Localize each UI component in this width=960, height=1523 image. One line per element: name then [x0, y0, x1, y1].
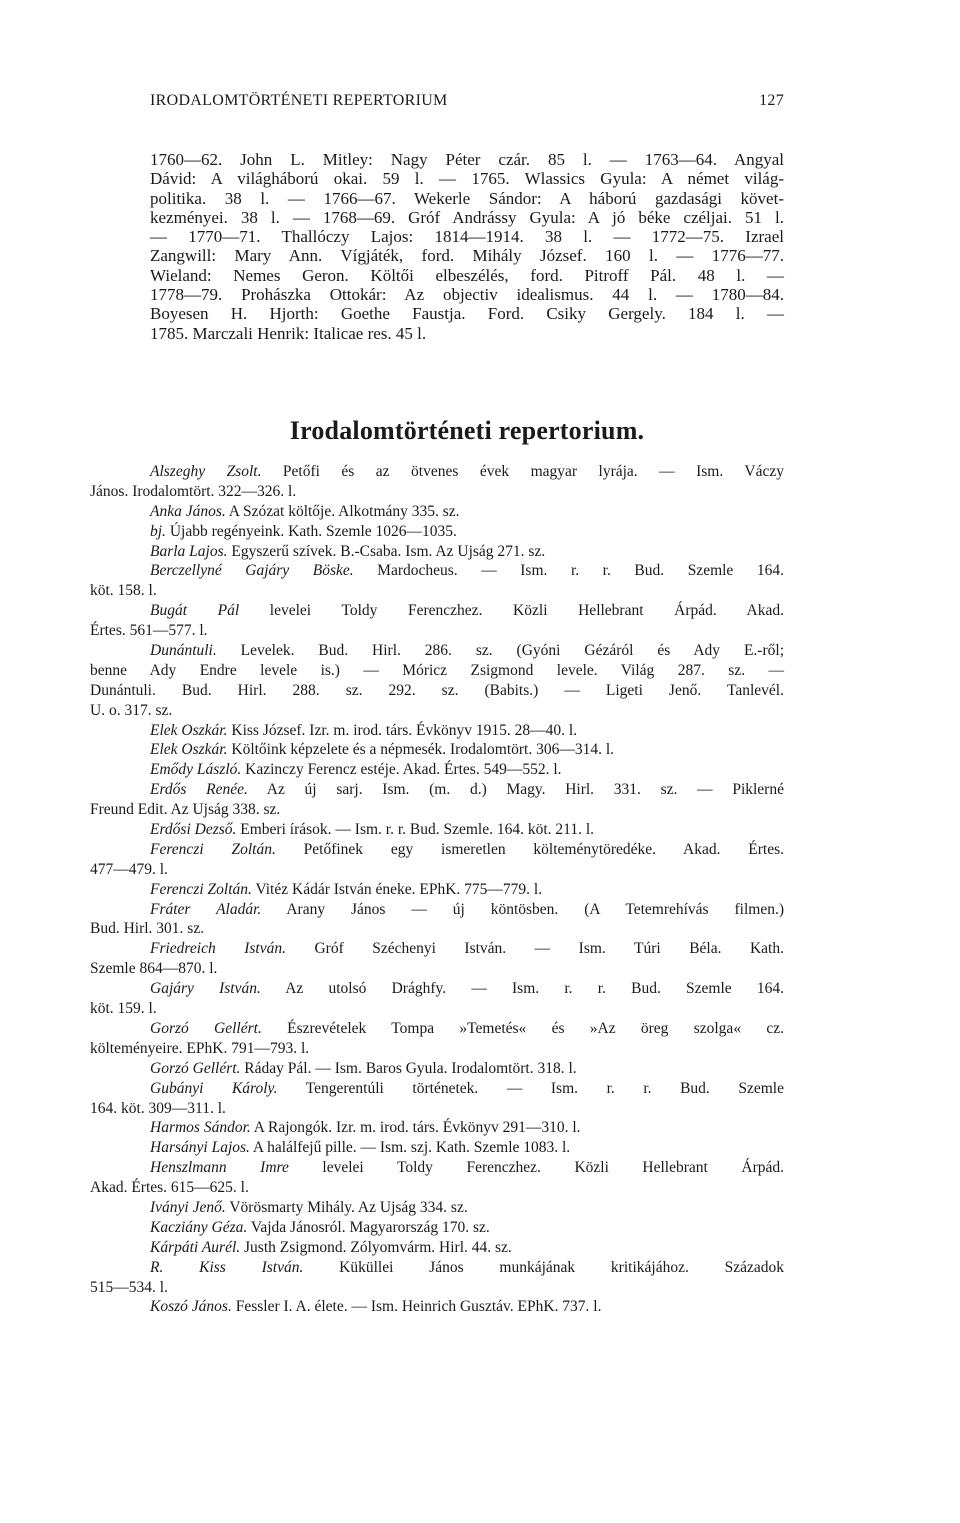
entry-text: Küküllei János munkájának kritikájához. Századok [303, 1258, 784, 1276]
entry-first-line [90, 1218, 784, 1238]
entry-text: Fessler I. A. élete. — Ism. Heinrich Gusztáv. EPhK. 737. l. [231, 1298, 602, 1316]
entry-text: Arany János — új köntösben. (A Tetemrehívás filmen.) [261, 900, 784, 918]
entry-text: Levelek. Bud. Hirl. 286. sz. (Gyóni Gézáról és Ady E.-ről; [216, 642, 784, 660]
entry-text: János. Irodalomtört. 322—326. l. [90, 482, 297, 500]
entry-text: Kazinczy Ferencz estéje. Akad. Értes. 549—552. l. [241, 761, 562, 779]
entry-continuation-line [90, 860, 784, 880]
entry-continuation-line [90, 621, 784, 641]
running-head-title: IRODALOMTÖRTÉNETI REPERTORIUM [150, 92, 448, 109]
entry-text: Mardocheus. — Ism. r. r. Bud. Szemle 164. [353, 562, 784, 580]
entry-text: Észrevételek Tompa »Temetés« és »Az öreg szolga« cz. [261, 1019, 784, 1037]
entry-first-line [90, 979, 784, 999]
entry-text: Szemle 864—870. l. [90, 960, 218, 978]
entry-first-line [90, 1138, 784, 1158]
entry-text: levelei Toldy Ferenczhez. Közli Hellebrant Árpád. [288, 1159, 784, 1177]
entry-author: Ferenczi Zoltán. [150, 840, 276, 858]
bibliography-entry [90, 462, 784, 502]
bibliography-entry [90, 502, 784, 522]
entry-first-line [90, 502, 784, 522]
bibliography-entry [90, 1158, 784, 1198]
entry-text: Ráday Pál. — Ism. Baros Gyula. Irodalomtört. 318. l. [240, 1059, 577, 1077]
entry-continuation-line [90, 1278, 784, 1298]
entry-author: Gorzó Gellért. [150, 1059, 241, 1077]
entry-first-line [90, 1059, 784, 1079]
bibliography-entry [90, 979, 784, 1019]
paragraph-line: 1778—79. Prohászka Ottokár: Az objectiv idealismus. 44 l. — 1780—84. [150, 285, 784, 305]
entry-first-line [90, 820, 784, 840]
bibliography-list [90, 462, 784, 1317]
entry-text: Vajda Jánosról. Magyarország 170. sz. [247, 1218, 490, 1236]
entry-text: Az új sarj. Ism. (m. d.) Magy. Hirl. 331. sz. — Piklerné [247, 781, 784, 799]
entry-author: Elek Oszkár. [150, 721, 228, 739]
entry-author: bj. [150, 522, 166, 540]
entry-first-line [90, 601, 784, 621]
entry-first-line [90, 641, 784, 661]
bibliography-entry [90, 740, 784, 760]
entry-author: Friedreich István. [150, 940, 286, 958]
bibliography-entry [90, 760, 784, 780]
bibliography-entry [90, 1138, 784, 1158]
entry-first-line [90, 1198, 784, 1218]
bibliography-entry [90, 721, 784, 741]
bibliography-entry [90, 1118, 784, 1138]
entry-text: Költőink képzelete és a népmesék. Irodalomtört. 306—314. l. [227, 741, 615, 759]
paragraph-line: Wieland: Nemes Geron. Költői elbeszélés, ford. Pitroff Pál. 48 l. — [150, 265, 784, 285]
bibliography-entry [90, 900, 784, 940]
continued-paragraph [150, 150, 784, 343]
entry-continuation-line [90, 581, 784, 601]
entry-author: Berczellyné Gajáry Böske. [150, 562, 354, 580]
bibliography-entry [90, 1019, 784, 1059]
entry-text: Justh Zsigmond. Zólyomvárm. Hirl. 44. sz. [240, 1238, 512, 1256]
entry-author: Elek Oszkár. [150, 741, 228, 759]
bibliography-entry [90, 840, 784, 880]
entry-first-line [90, 561, 784, 581]
entry-text: Vörösmarty Mihály. Az Ujság 334. sz. [225, 1198, 468, 1216]
entry-first-line [90, 880, 784, 900]
entry-author: Emődy László. [150, 761, 242, 779]
entry-first-line [90, 522, 784, 542]
entry-text: 164. köt. 309—311. l. [90, 1099, 226, 1117]
entry-first-line [90, 740, 784, 760]
entry-text: benne Ady Endre levele is.) — Móricz Zsigmond levele. Világ 287. sz. — [90, 661, 784, 679]
entry-first-line [90, 1019, 784, 1039]
entry-author: Barla Lajos. [150, 542, 228, 560]
bibliography-entry [90, 1238, 784, 1258]
bibliography-entry [90, 1059, 784, 1079]
entry-text: A halálfejű pille. — Ism. szj. Kath. Szemle 1083. l. [249, 1139, 571, 1157]
entry-first-line [90, 1258, 784, 1278]
entry-text: Emberi írások. — Ism. r. r. Bud. Szemle. 164. köt. 211. l. [236, 821, 595, 839]
entry-continuation-line [90, 999, 784, 1019]
entry-author: Kacziány Géza. [150, 1218, 248, 1236]
entry-text: Vitéz Kádár István éneke. EPhK. 775—779. l. [251, 880, 543, 898]
entry-text: Bud. Hirl. 301. sz. [90, 920, 205, 938]
bibliography-entry [90, 1258, 784, 1298]
entry-continuation-line [90, 681, 784, 701]
bibliography-entry [90, 561, 784, 601]
entry-text: költeményeire. EPhK. 791—793. l. [90, 1039, 310, 1057]
paragraph-line: Dávid: A világháború okai. 59 l. — 1765. Wlassics Gyula: A német világ- [150, 169, 784, 189]
bibliography-entry [90, 780, 784, 820]
entry-author: Dunántuli. [150, 642, 217, 660]
entry-text: Újabb regényeink. Kath. Szemle 1026—1035. [165, 522, 457, 540]
entry-author: Henszlmann Imre [150, 1159, 289, 1177]
entry-continuation-line [90, 482, 784, 502]
bibliography-entry [90, 1218, 784, 1238]
page-number: 127 [759, 92, 784, 109]
entry-author: Harsányi Lajos. [150, 1139, 250, 1157]
entry-text: köt. 159. l. [90, 1000, 157, 1018]
entry-author: Gorzó Gellért. [150, 1019, 262, 1037]
entry-continuation-line [90, 701, 784, 721]
entry-text: A Rajongók. Izr. m. irod. társ. Évkönyv 291—310. l. [250, 1119, 581, 1137]
entry-author: Fráter Aladár. [150, 900, 262, 918]
entry-text: Az utolsó Drághfy. — Ism. r. r. Bud. Szemle 164. [260, 980, 784, 998]
entry-text: Gróf Széchenyi István. — Ism. Túri Béla. Kath. [285, 940, 784, 958]
entry-first-line [90, 780, 784, 800]
paragraph-line: politika. 38 l. — 1766—67. Wekerle Sándor: A háború gazdasági követ- [150, 188, 784, 208]
entry-first-line [90, 939, 784, 959]
entry-author: Anka János. [150, 502, 226, 520]
entry-first-line [90, 1158, 784, 1178]
entry-text: köt. 158. l. [90, 582, 157, 600]
entry-author: Koszó János. [150, 1298, 232, 1316]
bibliography-entry [90, 1297, 784, 1317]
entry-continuation-line [90, 959, 784, 979]
entry-text: 477—479. l. [90, 860, 168, 878]
entry-author: Bugát Pál [150, 602, 240, 620]
bibliography-entry [90, 522, 784, 542]
entry-text: Petőfi és az ötvenes évek magyar lyrája. — Ism. Váczy [261, 463, 784, 480]
entry-first-line [90, 1238, 784, 1258]
entry-first-line [90, 1118, 784, 1138]
entry-first-line [90, 840, 784, 860]
paragraph-line: Boyesen H. Hjorth: Goethe Faustja. Ford. Csiky Gergely. 184 l. — [150, 304, 784, 324]
entry-text: Kiss József. Izr. m. irod. társ. Évkönyv 1915. 28—40. l. [227, 721, 578, 739]
entry-text: Petőfinek egy ismeretlen költeménytöredéke. Akad. Értes. [275, 840, 784, 858]
entry-continuation-line [90, 661, 784, 681]
bibliography-entry [90, 939, 784, 979]
entry-first-line [90, 1297, 784, 1317]
entry-text: Tengerentúli történetek. — Ism. r. r. Bud. Szemle [277, 1079, 784, 1097]
entry-author: Erdősi Dezső. [150, 821, 237, 839]
entry-text: Egyszerű szívek. B.-Csaba. Ism. Az Ujság 271. sz. [227, 542, 546, 560]
entry-author: Kárpáti Aurél. [150, 1238, 241, 1256]
bibliography-entry [90, 820, 784, 840]
entry-author: Erdős Renée. [150, 781, 248, 799]
entry-first-line [90, 462, 784, 482]
paragraph-line: kezményei. 38 l. — 1768—69. Gróf Andrássy Gyula: A jó béke czéljai. 51 l. [150, 207, 784, 227]
entry-author: Gubányi Károly. [150, 1079, 278, 1097]
entry-continuation-line [90, 1099, 784, 1119]
bibliography-entry [90, 1079, 784, 1119]
entry-first-line [90, 721, 784, 741]
section-title: Irodalomtörténeti repertorium. [289, 416, 645, 445]
entry-author: R. Kiss István. [150, 1258, 304, 1276]
entry-first-line [90, 1079, 784, 1099]
entry-author: Harmos Sándor. [150, 1119, 251, 1137]
paragraph-line: 1760—62. John L. Mitley: Nagy Péter czár. 85 l. — 1763—64. Angyal [150, 150, 784, 169]
entry-first-line [90, 760, 784, 780]
entry-text: levelei Toldy Ferenczhez. Közli Hellebrant Árpád. Akad. [239, 602, 784, 620]
entry-text: A Szózat költője. Alkotmány 335. sz. [225, 502, 460, 520]
entry-text: Értes. 561—577. l. [90, 622, 208, 640]
paragraph-line: — 1770—71. Thallóczy Lajos: 1814—1914. 38 l. — 1772—75. Izrael [150, 227, 784, 247]
paragraph-line: Zangwill: Mary Ann. Vígjáték, ford. Mihály József. 160 l. — 1776—77. [150, 246, 784, 266]
entry-continuation-line [90, 1178, 784, 1198]
entry-author: Ferenczi Zoltán. [150, 880, 252, 898]
entry-text: 515—534. l. [90, 1278, 168, 1296]
entry-text: Dunántuli. Bud. Hirl. 288. sz. 292. sz. (Babits.) — Ligeti Jenő. Tanlevél. [90, 681, 784, 699]
entry-author: Iványi Jenő. [150, 1198, 226, 1216]
bibliography-entry [90, 601, 784, 641]
bibliography-entry [90, 542, 784, 562]
bibliography-entry [90, 641, 784, 721]
bibliography-entry [90, 880, 784, 900]
entry-first-line [90, 542, 784, 562]
entry-continuation-line [90, 919, 784, 939]
entry-text: U. o. 317. sz. [90, 701, 173, 719]
entry-first-line [90, 900, 784, 920]
entry-author: Gajáry István. [150, 980, 261, 998]
entry-continuation-line [90, 800, 784, 820]
entry-continuation-line [90, 1039, 784, 1059]
running-head [150, 92, 784, 116]
bibliography-entry [90, 1198, 784, 1218]
paragraph-line: 1785. Marczali Henrik: Italicae res. 45 l. [150, 323, 427, 343]
entry-text: Freund Edit. Az Ujság 338. sz. [90, 801, 281, 819]
entry-author: Alszeghy Zsolt. [150, 463, 262, 480]
entry-text: Akad. Értes. 615—625. l. [90, 1179, 249, 1197]
